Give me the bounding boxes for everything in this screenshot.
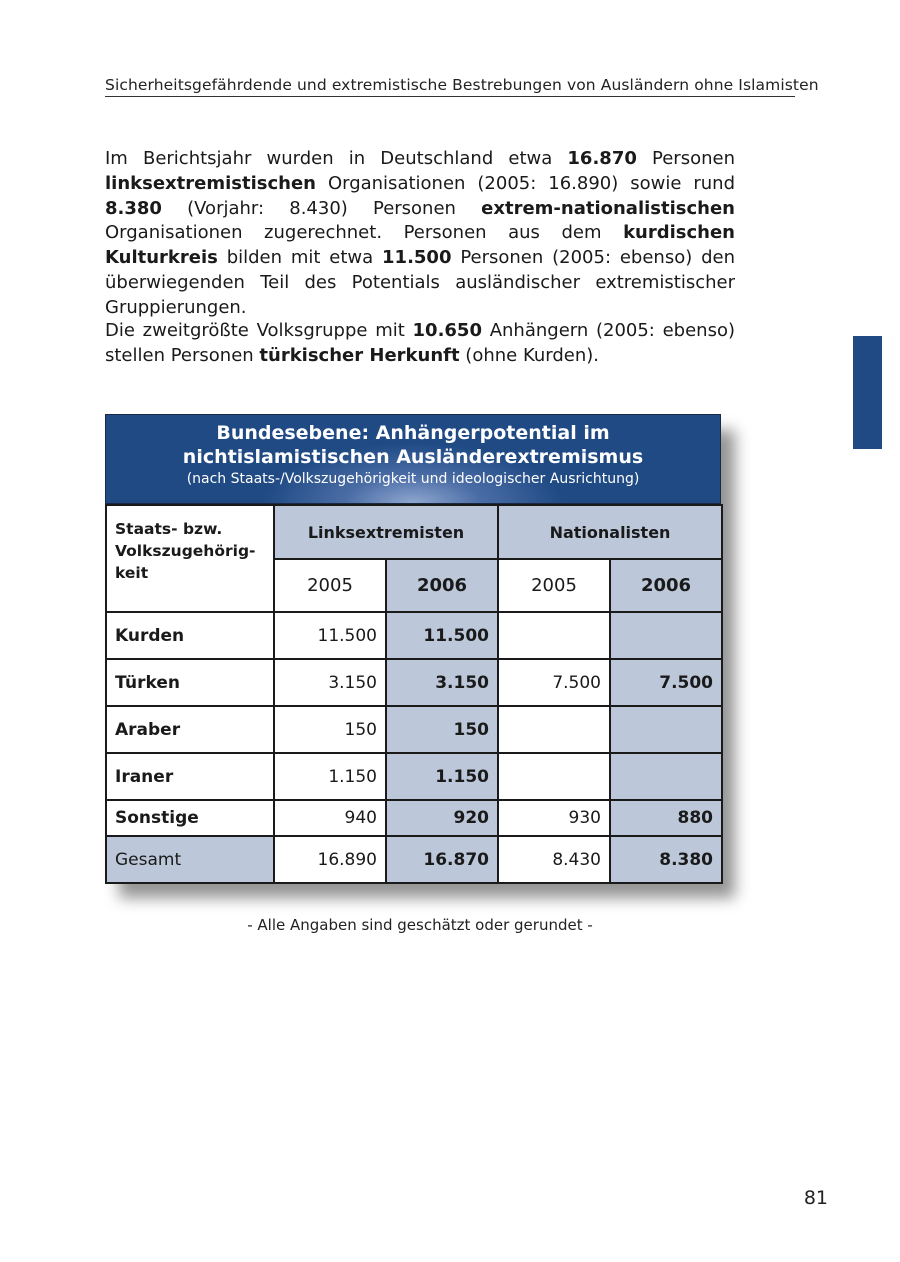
potential-table (105, 414, 721, 882)
page-number: 81 (803, 1187, 828, 1209)
value-cell: 930 (498, 800, 610, 836)
table-row (106, 800, 722, 836)
table-title-line-1: Bundesebene: Anhängerpotential im (216, 422, 610, 444)
row-label: Gesamt (106, 836, 274, 883)
year-header: 2005 (498, 559, 610, 612)
table-row (106, 612, 722, 659)
emphasized-text: 11.500 (382, 247, 452, 269)
table-row (106, 706, 722, 753)
value-cell (610, 753, 722, 800)
table-row (106, 836, 722, 883)
value-cell: 8.430 (498, 836, 610, 883)
value-cell (610, 612, 722, 659)
row-label: Araber (106, 706, 274, 753)
value-cell: 11.500 (386, 612, 498, 659)
table-row (106, 753, 722, 800)
row-label: Türken (106, 659, 274, 706)
text-run: bilden mit etwa (217, 247, 383, 269)
text-run: (Vorjahr: 8.430) Personen (161, 197, 482, 219)
year-header: 2005 (274, 559, 386, 612)
table-row (106, 659, 722, 706)
text-run: Anhängern (2005: ebenso) stellen Personen (105, 320, 735, 366)
emphasized-text: 10.650 (412, 320, 482, 341)
value-cell: 1.150 (386, 753, 498, 800)
value-cell: 150 (386, 706, 498, 753)
year-header: 2006 (610, 559, 722, 612)
group-header-nationalisten: Nationalisten (498, 505, 722, 559)
emphasized-text: 16.870 (567, 148, 637, 169)
value-cell (610, 706, 722, 753)
year-header: 2006 (386, 559, 498, 612)
value-cell: 7.500 (610, 659, 722, 706)
row-label: Kurden (106, 612, 274, 659)
running-header: Sicherheitsgefährdende und extremistische Bestrebungen von Ausländern ohne Islamisten (105, 76, 795, 97)
value-cell: 11.500 (274, 612, 386, 659)
value-cell (498, 753, 610, 800)
value-cell (498, 706, 610, 753)
value-cell (498, 612, 610, 659)
value-cell: 920 (386, 800, 498, 836)
value-cell: 880 (610, 800, 722, 836)
text-run: (ohne Kurden). (459, 344, 599, 366)
text-run: Organisationen (2005: 16.890) sowie rund (315, 172, 735, 194)
text-run: Personen (2005: ebenso) den überwiegenden Teil des Potentials ausländischer extremistischer Gruppierungen. (105, 247, 735, 318)
value-cell: 1.150 (274, 753, 386, 800)
value-cell: 16.870 (386, 836, 498, 883)
emphasized-text: extrem-nationalistischen (481, 197, 735, 219)
row-header-label: Staats- bzw. Volkszugehörig-keit (106, 505, 274, 612)
table-footnote: - Alle Angaben sind geschätzt oder gerundet - (247, 916, 593, 934)
text-run: Die zweitgrößte Volksgruppe mit (105, 320, 413, 341)
table-subtitle: (nach Staats-/Volkszugehörigkeit und ideologischer Ausrichtung) (186, 471, 640, 487)
row-label: Iraner (106, 753, 274, 800)
group-header-linksextremisten: Linksextremisten (274, 505, 498, 559)
row-label: Sonstige (106, 800, 274, 836)
text-run: Organisationen zugerechnet. Personen aus dem (105, 222, 624, 244)
emphasized-text: türkischer Herkunft (259, 344, 460, 366)
value-cell: 3.150 (274, 659, 386, 706)
paragraph-potential (105, 147, 735, 321)
text-run: Im Berichtsjahr wurden in Deutschland etwa (105, 148, 568, 169)
value-cell: 7.500 (498, 659, 610, 706)
data-table (105, 504, 723, 884)
emphasized-text: 8.380 (105, 197, 162, 219)
value-cell: 940 (274, 800, 386, 836)
value-cell: 3.150 (386, 659, 498, 706)
value-cell: 8.380 (610, 836, 722, 883)
table-title-banner (105, 414, 721, 504)
paragraph-turkish-group (105, 319, 735, 369)
emphasized-text: linksextremistischen (105, 172, 316, 194)
chapter-tab-marker (853, 336, 882, 449)
value-cell: 16.890 (274, 836, 386, 883)
text-run: Personen (636, 148, 735, 169)
value-cell: 150 (274, 706, 386, 753)
emphasized-text: kurdischen Kulturkreis (105, 222, 735, 269)
table-title-line-2: nichtislamistischen Ausländerextremismus (182, 446, 644, 468)
